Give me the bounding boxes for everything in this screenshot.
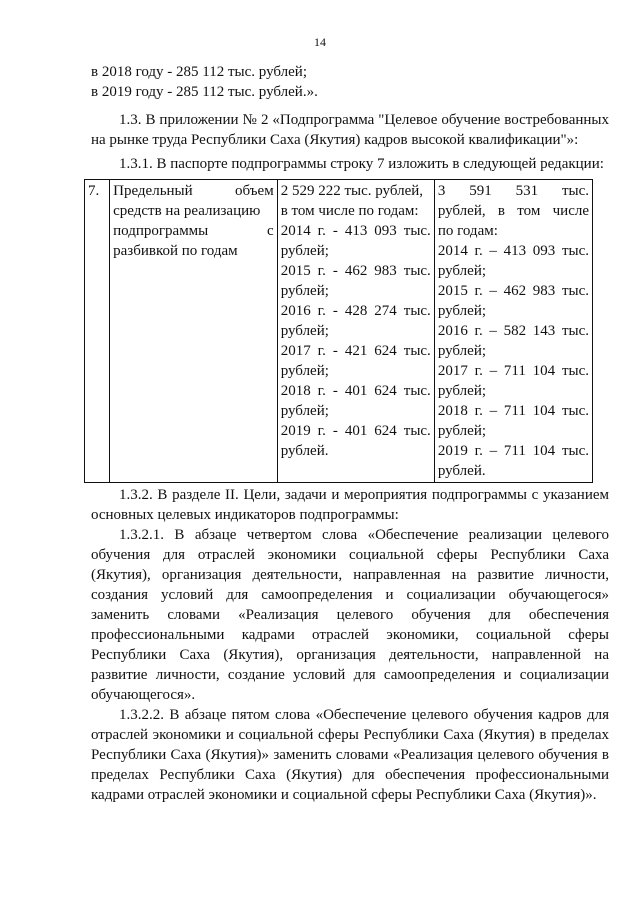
new-value-line: рублей. — [437, 463, 486, 479]
old-value-line: рублей; — [280, 363, 329, 379]
new-value-line: рублей; — [437, 303, 487, 319]
name-line: средств на реализацию — [113, 203, 261, 219]
new-value-line: рублей; — [437, 343, 487, 359]
new-value-line: рублей; — [437, 383, 487, 399]
name-line: подпрограммы с — [113, 223, 274, 239]
new-value-line: рублей; — [437, 423, 487, 439]
old-value-line: в том числе по годам: — [280, 203, 419, 219]
item-1-3-2: 1.3.2. В разделе II. Цели, задачи и мероприятия подпрограммы с указанием основных целевых индикаторов подпрограммы: — [91, 487, 609, 523]
old-value-line: рублей; — [280, 283, 329, 299]
name-line: разбивкой по годам — [113, 243, 238, 259]
item-1-3-2-2: 1.3.2.2. В абзаце пятом слова «Обеспечение целевого обучения кадров для отраслей экономики и социальной сферы Республики Саха (Якутия) в пределах Республики Саха (Якутия)» заменить словами «Реализация целевого обучения в пределах Республики Саха (Якутия) для обеспечения профессиональными кадрами отраслей экономики и социальной сферы Республики Саха (Якутия)». — [91, 707, 609, 803]
old-value-line: 2 529 222 тыс. рублей, — [280, 183, 424, 199]
budget-line-2018: в 2018 году - 285 112 тыс. рублей; — [91, 64, 307, 80]
budget-line-2019: в 2019 году - 285 112 тыс. рублей.». — [91, 84, 318, 100]
old-value-line: 2017 г. - 421 624 тыс. — [280, 343, 431, 359]
new-value-line: рублей, в том числе — [437, 203, 589, 219]
old-value-line: 2016 г. - 428 274 тыс. — [280, 303, 431, 319]
new-value-line: по годам: — [437, 223, 498, 239]
new-value-line: 2015 г. – 462 983 тыс. — [437, 283, 589, 299]
item-1-3-2-1: 1.3.2.1. В абзаце четвертом слова «Обеспечение реализации целевого обучения для отраслей экономики социальной сферы Республики Саха (Якутия), организация деятельности, направленная на развитие личности, создания условий для самоопределения и социализации обучающегося» заменить словами «Реализация целевого обучения для обеспечения профессиональными кадрами отраслей экономики, социальной сферы Республики Саха (Якутия), организация деятельности, направленной на развитие личности, создание условий для самоопределения и социализации обучающегося». — [91, 527, 609, 703]
new-value-line: 2016 г. – 582 143 тыс. — [437, 323, 589, 339]
new-value-line: 2018 г. – 711 104 тыс. — [437, 403, 589, 419]
old-values-cell — [277, 180, 434, 483]
old-value-line: 2015 г. - 462 983 тыс. — [280, 263, 431, 279]
table-row — [85, 180, 593, 483]
new-values-cell — [434, 180, 592, 483]
document-body — [88, 62, 609, 805]
row-number-cell: 7. — [85, 180, 110, 483]
old-value-line: рублей; — [280, 243, 329, 259]
old-value-line: 2014 г. - 413 093 тыс. — [280, 223, 431, 239]
old-value-line: рублей; — [280, 323, 329, 339]
item-1-3-1: 1.3.1. В паспорте подпрограммы строку 7 изложить в следующей редакции: — [119, 156, 604, 172]
row-name-cell — [110, 180, 278, 483]
old-value-line: рублей. — [280, 443, 329, 459]
new-value-line: 3 591 531 тыс. — [437, 183, 589, 199]
old-value-line: 2019 г. - 401 624 тыс. — [280, 423, 431, 439]
item-1-3: 1.3. В приложении № 2 «Подпрограмма "Целевое обучение востребованных на рынке труда Республики Саха (Якутия) кадров высокой квалификации"»: — [91, 112, 609, 148]
page-number: 14 — [314, 35, 326, 49]
old-value-line: 2018 г. - 401 624 тыс. — [280, 383, 431, 399]
old-value-line: рублей; — [280, 403, 329, 419]
new-value-line: 2014 г. – 413 093 тыс. — [437, 243, 589, 259]
new-value-line: 2017 г. – 711 104 тыс. — [437, 363, 589, 379]
name-line: Предельный объем — [113, 183, 274, 199]
passport-table — [84, 179, 593, 483]
new-value-line: рублей; — [437, 263, 487, 279]
new-value-line: 2019 г. – 711 104 тыс. — [437, 443, 589, 459]
